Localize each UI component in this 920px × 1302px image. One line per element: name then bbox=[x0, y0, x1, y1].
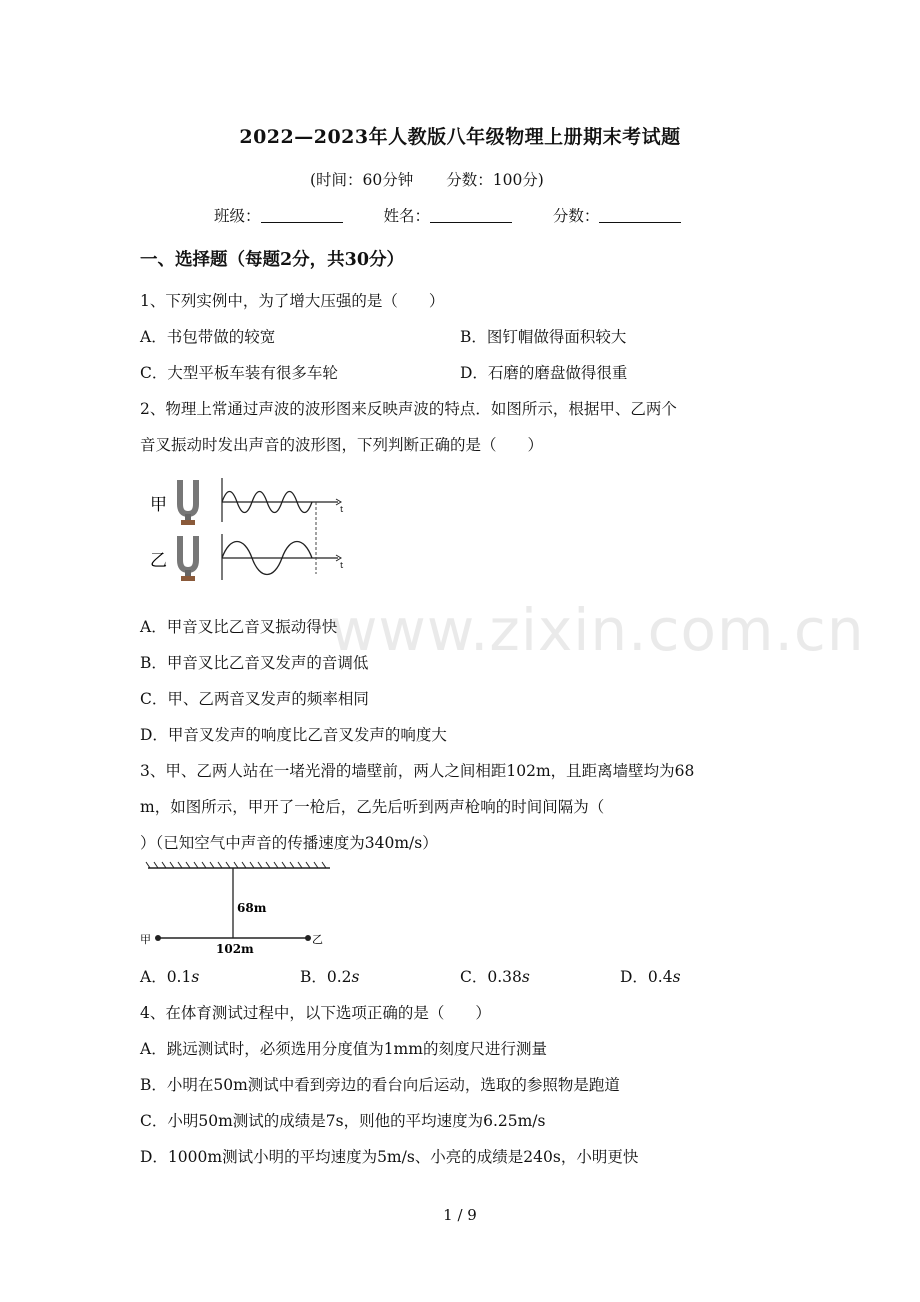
q2-option-d: D．甲音叉发声的响度比乙音叉发声的响度大 bbox=[140, 726, 447, 744]
score-blank[interactable] bbox=[599, 207, 681, 223]
name-blank[interactable] bbox=[430, 207, 512, 223]
axis-label-b: t bbox=[340, 561, 344, 570]
q2-stem-line1: 2、物理上常通过声波的波形图来反映声波的特点．如图所示，根据甲、乙两个 bbox=[140, 400, 677, 418]
watermark: www.zixin.com.cn bbox=[330, 596, 865, 664]
class-field[interactable] bbox=[214, 204, 343, 226]
q1-option-b: B．图钉帽做得面积较大 bbox=[460, 328, 627, 346]
score-field[interactable] bbox=[553, 204, 682, 226]
q2-option-a: A．甲音叉比乙音叉振动得快 bbox=[140, 618, 338, 636]
tuning-fork-waveform-figure bbox=[140, 474, 350, 586]
person-a-label: 甲 bbox=[140, 933, 151, 946]
score-label: 分数： bbox=[552, 207, 600, 225]
q2-option-b: B．甲音叉比乙音叉发声的音调低 bbox=[140, 654, 369, 672]
figure-label-b: 乙 bbox=[150, 551, 167, 571]
q3-option-b: B．0.2s bbox=[300, 968, 360, 986]
q3-option-d: D．0.4s bbox=[620, 968, 681, 986]
q2-stem-line2: 音叉振动时发出声音的波形图，下列判断正确的是（ ） bbox=[140, 436, 544, 454]
q3-stem-line2: m，如图所示，甲开了一枪后，乙先后听到两声枪响的时间间隔为（ bbox=[140, 798, 605, 816]
axis-label-a: t bbox=[340, 505, 344, 514]
exam-time: (时间：60分钟 bbox=[310, 171, 414, 189]
q1-stem: 1、下列实例中，为了增大压强的是（ ） bbox=[140, 292, 445, 310]
person-b-label: 乙 bbox=[312, 933, 323, 946]
q3-option-c: C．0.38s bbox=[460, 968, 530, 986]
q1-option-a: A．书包带做的较宽 bbox=[140, 328, 276, 346]
q1-option-c: C．大型平板车装有很多车轮 bbox=[140, 364, 338, 382]
q1-option-d: D．石磨的磨盘做得很重 bbox=[460, 364, 628, 382]
q3-option-a: A．0.1s bbox=[140, 968, 200, 986]
student-fields bbox=[214, 204, 717, 226]
q4-option-c: C．小明50m测试的成绩是7s，则他的平均速度为6.25m/s bbox=[140, 1112, 546, 1130]
wall-distance-figure bbox=[140, 860, 340, 956]
q4-option-a: A．跳远测试时，必须选用分度值为1mm的刻度尺进行测量 bbox=[140, 1040, 547, 1058]
tuning-fork-b-icon bbox=[180, 536, 196, 581]
class-blank[interactable] bbox=[261, 207, 343, 223]
q4-option-d: D．1000m测试小明的平均速度为5m/s、小亮的成绩是240s，小明更快 bbox=[140, 1148, 639, 1166]
q3-stem-line3: ）（已知空气中声音的传播速度为340m/s） bbox=[140, 834, 438, 852]
tuning-fork-a-icon bbox=[180, 480, 196, 525]
figure-label-a: 甲 bbox=[150, 495, 167, 515]
name-field[interactable] bbox=[383, 204, 512, 226]
q2-option-c: C．甲、乙两音叉发声的频率相同 bbox=[140, 690, 369, 708]
exam-score: 分数：100分) bbox=[446, 171, 544, 189]
q4-stem: 4、在体育测试过程中，以下选项正确的是（ ） bbox=[140, 1004, 491, 1022]
page-number: 1 / 9 bbox=[443, 1206, 477, 1224]
exam-info bbox=[310, 168, 572, 190]
vertical-distance-label: 68m bbox=[237, 901, 267, 915]
section-title: 一、选择题（每题2分，共30分） bbox=[140, 250, 405, 270]
class-label: 班级： bbox=[214, 207, 261, 225]
q4-option-b: B．小明在50m测试中看到旁边的看台向后运动，选取的参照物是跑道 bbox=[140, 1076, 620, 1094]
page-title: 2022—2023年人教版八年级物理上册期末考试题 bbox=[239, 126, 681, 148]
q3-stem-line1: 3、甲、乙两人站在一堵光滑的墙壁前，两人之间相距102m，且距离墙壁均为68 bbox=[140, 762, 695, 780]
name-label: 姓名： bbox=[383, 207, 430, 225]
horizontal-distance-label: 102m bbox=[216, 942, 254, 956]
